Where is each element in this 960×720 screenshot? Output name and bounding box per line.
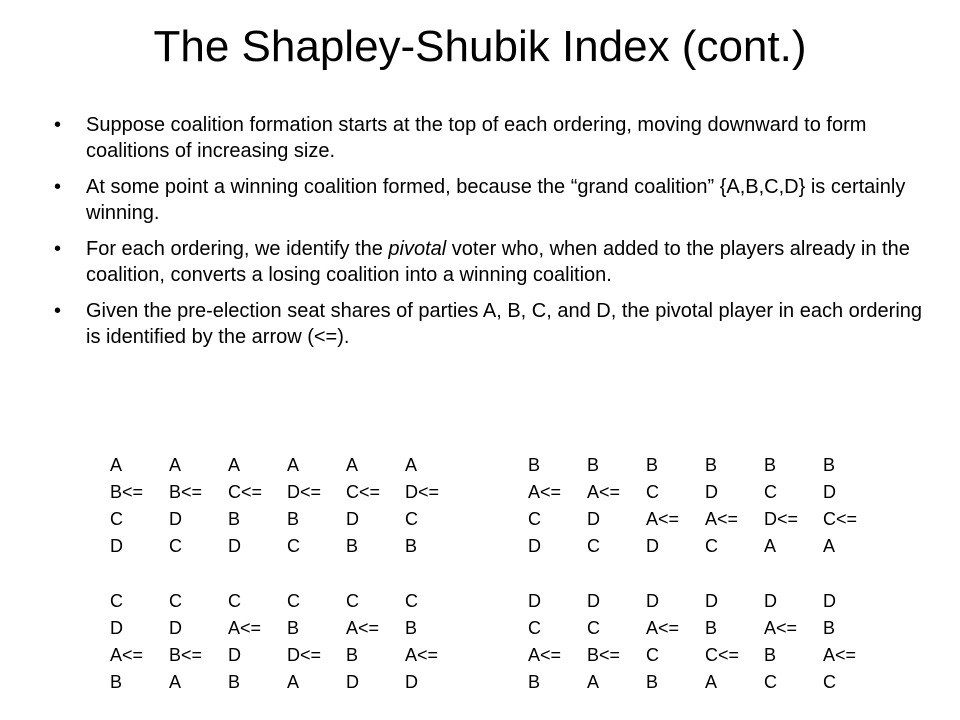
ordering-entry: C — [823, 672, 836, 692]
ordering-entry: D — [346, 672, 359, 692]
ordering-entry: A<= — [228, 618, 262, 638]
ordering-column — [346, 588, 379, 696]
ordering-column — [287, 588, 321, 696]
ordering-entry: D<= — [287, 482, 322, 502]
ordering-entry: D — [528, 591, 541, 611]
ordering-entry: A — [764, 536, 777, 556]
ordering-entry: C — [646, 645, 659, 665]
ordering-column — [823, 452, 857, 560]
ordering-entry: C — [169, 536, 182, 556]
ordering-entry: C — [346, 591, 359, 611]
ordering-entry: B — [528, 455, 541, 475]
ordering-entry: B — [764, 645, 777, 665]
ordering-column — [228, 588, 261, 696]
ordering-entry: D — [646, 536, 659, 556]
ordering-column — [823, 588, 856, 696]
ordering-entry: C — [587, 618, 600, 638]
ordering-entry: C — [646, 482, 659, 502]
bullet-text-part: For each ordering, we identify the — [86, 238, 389, 260]
ordering-entry: B — [287, 509, 300, 529]
ordering-entry: C — [764, 672, 777, 692]
ordering-entry: B — [228, 672, 241, 692]
ordering-entry: D — [228, 536, 241, 556]
ordering-entry: D — [764, 591, 777, 611]
ordering-entry: B — [705, 455, 718, 475]
ordering-column — [646, 452, 679, 560]
ordering-entry: C<= — [346, 482, 381, 502]
ordering-entry: C — [169, 591, 182, 611]
ordering-entry: C — [528, 618, 541, 638]
ordering-entry: B — [346, 536, 359, 556]
ordering-entry: C — [705, 536, 718, 556]
ordering-entry: D — [528, 536, 541, 556]
ordering-entry: D — [705, 482, 718, 502]
ordering-column — [287, 452, 321, 560]
bullet-text-part: At some point a winning coalition formed, because the “grand coalition” {A,B,C,D} is certainly winning. — [86, 176, 906, 224]
ordering-entry: C — [764, 482, 777, 502]
ordering-entry: D<= — [764, 509, 799, 529]
ordering-entry: B — [528, 672, 541, 692]
bullet-marker: • — [54, 238, 62, 260]
ordering-entry: B — [405, 536, 418, 556]
ordering-entry: D — [169, 509, 182, 529]
ordering-column — [705, 452, 738, 560]
ordering-column — [228, 452, 262, 560]
ordering-entry: C — [287, 591, 300, 611]
ordering-entry: D — [110, 536, 123, 556]
ordering-entry: A<= — [346, 618, 380, 638]
ordering-entry: C<= — [228, 482, 263, 502]
ordering-entry: B<= — [110, 482, 144, 502]
ordering-column — [587, 452, 620, 560]
ordering-entry: C — [528, 509, 541, 529]
ordering-entry: A — [169, 672, 182, 692]
ordering-column — [110, 452, 143, 560]
ordering-entry: D<= — [405, 482, 440, 502]
ordering-entry: A<= — [110, 645, 144, 665]
ordering-column — [646, 588, 679, 696]
ordering-entry: A — [705, 672, 718, 692]
ordering-entry: B — [346, 645, 359, 665]
ordering-entry: A<= — [646, 618, 680, 638]
ordering-entry: D — [646, 591, 659, 611]
ordering-entry: A — [287, 455, 300, 475]
ordering-entry: B — [705, 618, 718, 638]
ordering-entry: A — [823, 536, 836, 556]
ordering-entry: D — [110, 618, 123, 638]
ordering-entry: A — [110, 455, 123, 475]
ordering-entry: A — [228, 455, 241, 475]
ordering-column — [346, 452, 380, 560]
ordering-entry: D — [228, 645, 241, 665]
ordering-entry: D<= — [287, 645, 322, 665]
ordering-entry: C — [228, 591, 241, 611]
ordering-column — [405, 588, 438, 696]
ordering-entry: A — [405, 455, 418, 475]
ordering-column — [528, 588, 561, 696]
ordering-entry: D — [587, 509, 600, 529]
ordering-entry: C — [587, 536, 600, 556]
ordering-entry: A<= — [646, 509, 680, 529]
bullet-text-part: voter who, when added to the players already in the coalition, converts a losing coalition into a winning coalition. — [86, 238, 910, 286]
ordering-entry: D — [823, 482, 836, 502]
ordering-entry: D — [346, 509, 359, 529]
ordering-entry: A — [287, 672, 300, 692]
ordering-entry: A<= — [705, 509, 739, 529]
ordering-column — [764, 588, 797, 696]
ordering-entry: B<= — [169, 645, 203, 665]
ordering-entry: A — [587, 672, 600, 692]
ordering-entry: C — [110, 509, 123, 529]
bullet-marker: • — [54, 114, 62, 136]
ordering-entry: B — [823, 455, 836, 475]
ordering-column — [528, 452, 561, 560]
ordering-entry: A<= — [405, 645, 439, 665]
ordering-column — [169, 452, 202, 560]
ordering-entry: A<= — [587, 482, 621, 502]
ordering-entry: A — [169, 455, 182, 475]
ordering-entry: C — [405, 591, 418, 611]
ordering-column — [405, 452, 439, 560]
ordering-entry: D — [705, 591, 718, 611]
ordering-entry: A<= — [528, 645, 562, 665]
bullet-marker: • — [54, 176, 62, 198]
bullet-text-part: Given the pre-election seat shares of parties A, B, C, and D, the pivotal player in each ordering is identified by the arrow (<=). — [86, 300, 923, 348]
bullet-text-part: Suppose coalition formation starts at the top of each ordering, moving downward to form coalitions of increasing size. — [86, 114, 867, 162]
ordering-entry: B<= — [587, 645, 621, 665]
ordering-entry: A<= — [823, 645, 857, 665]
ordering-entry: B — [646, 672, 659, 692]
ordering-entry: A<= — [764, 618, 798, 638]
ordering-entry: A<= — [528, 482, 562, 502]
ordering-entry: C<= — [705, 645, 740, 665]
ordering-entry: C — [405, 509, 418, 529]
ordering-entry: B — [287, 618, 300, 638]
ordering-entry: B — [764, 455, 777, 475]
ordering-entry: A — [346, 455, 359, 475]
ordering-entry: B — [646, 455, 659, 475]
ordering-entry: D — [823, 591, 836, 611]
ordering-entry: C<= — [823, 509, 858, 529]
ordering-entry: B — [587, 455, 600, 475]
ordering-column — [764, 452, 798, 560]
bullet-emphasis: pivotal — [388, 238, 447, 260]
ordering-column — [705, 588, 739, 696]
ordering-entry: B — [823, 618, 836, 638]
ordering-column — [587, 588, 620, 696]
ordering-column — [169, 588, 202, 696]
ordering-entry: C — [110, 591, 123, 611]
ordering-entry: B — [110, 672, 123, 692]
ordering-entry: B<= — [169, 482, 203, 502]
slide-title: The Shapley-Shubik Index (cont.) — [153, 22, 807, 71]
ordering-entry: B — [405, 618, 418, 638]
ordering-entry: C — [287, 536, 300, 556]
ordering-entry: B — [228, 509, 241, 529]
ordering-entry: D — [169, 618, 182, 638]
bullet-marker: • — [54, 300, 62, 322]
ordering-entry: D — [587, 591, 600, 611]
ordering-column — [110, 588, 143, 696]
ordering-entry: D — [405, 672, 418, 692]
